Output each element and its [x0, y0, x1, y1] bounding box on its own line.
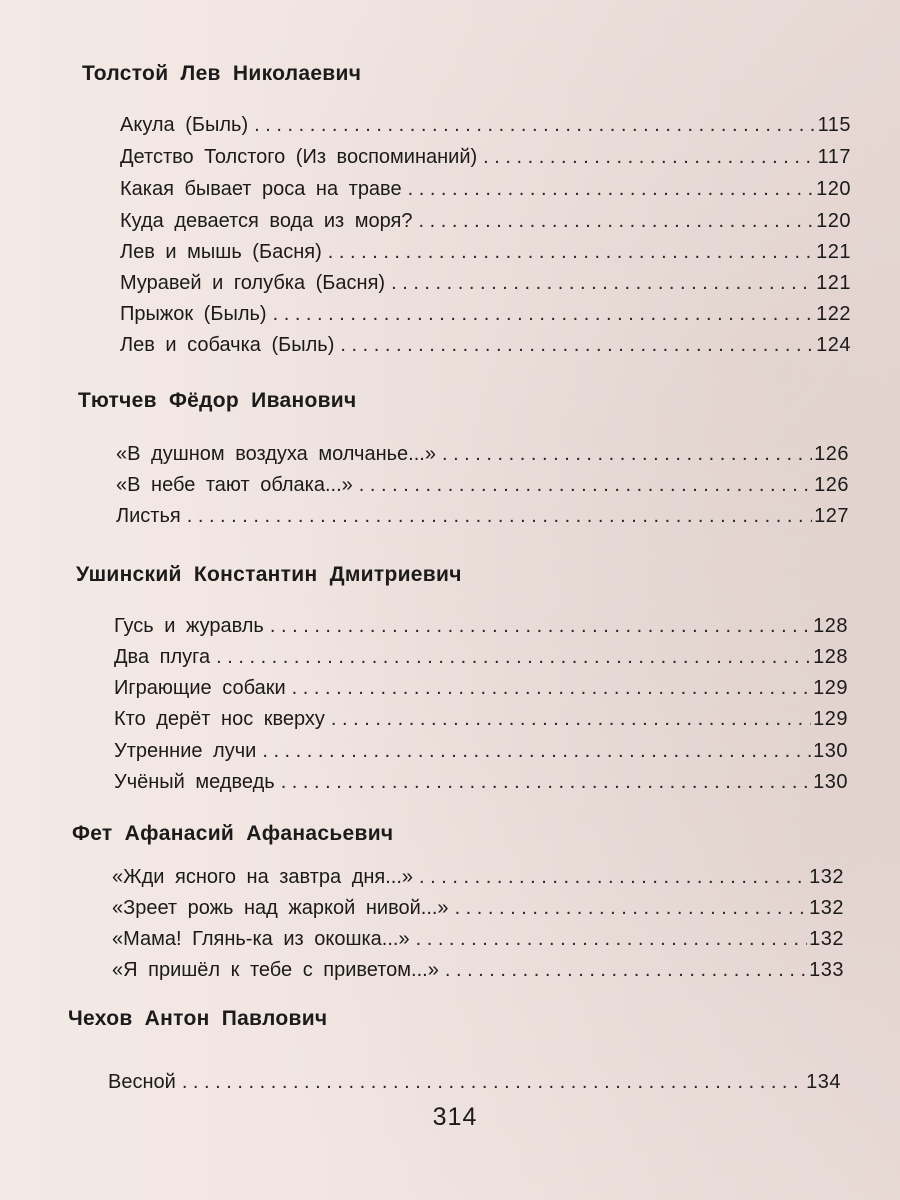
entry-title: Играющие собаки: [114, 677, 286, 699]
dot-leader: [442, 443, 812, 466]
entry-page-number: 132: [809, 897, 844, 919]
toc-entry: [114, 677, 848, 700]
toc-entry: [120, 178, 851, 201]
dot-leader: [359, 474, 812, 497]
entry-page-number: 130: [813, 740, 848, 762]
author-heading: Толстой Лев Николаевич: [82, 62, 362, 85]
toc-entry: [114, 615, 848, 638]
entry-page-number: 130: [813, 771, 848, 793]
dot-leader: [391, 272, 814, 295]
dot-leader: [262, 740, 811, 763]
author-heading: Ушинский Константин Дмитриевич: [76, 563, 462, 586]
entry-page-number: 132: [809, 866, 844, 888]
entry-title: Листья: [116, 505, 181, 527]
toc-entry: [120, 146, 851, 169]
entry-page-number: 129: [813, 677, 848, 699]
dot-leader: [328, 241, 814, 264]
toc-entry: [116, 505, 849, 528]
dot-leader: [483, 146, 815, 169]
author-heading: Чехов Антон Павлович: [68, 1007, 328, 1030]
dot-leader: [340, 334, 814, 357]
entry-page-number: 134: [806, 1071, 841, 1093]
entry-title: «Жди ясного на завтра дня...»: [112, 866, 414, 888]
entry-page-number: 132: [809, 928, 844, 950]
entry-title: «В душном воздуха молчанье...»: [116, 443, 436, 465]
entry-title: Весной: [108, 1071, 176, 1093]
dot-leader: [455, 897, 808, 920]
entry-title: Гусь и журавль: [114, 615, 264, 637]
toc-entry: [112, 959, 844, 982]
toc-entry: [120, 334, 851, 357]
entry-page-number: 133: [809, 959, 844, 981]
toc-entry: [112, 928, 844, 951]
entry-page-number: 129: [813, 708, 848, 730]
entry-page-number: 117: [817, 146, 851, 168]
dot-leader: [331, 708, 811, 731]
entry-title: «Зреет рожь над жаркой нивой...»: [112, 897, 449, 919]
entry-title: Акула (Быль): [120, 114, 249, 136]
entry-title: Утренние лучи: [114, 740, 257, 762]
entry-title: Лев и мышь (Басня): [120, 241, 322, 263]
entry-title: Кто дерёт нос кверху: [114, 708, 325, 730]
toc-entry: [120, 241, 851, 264]
entry-title: «Мама! Глянь-ка из окошка...»: [112, 928, 410, 950]
dot-leader: [445, 959, 807, 982]
entry-title: Лев и собачка (Быль): [120, 334, 335, 356]
entry-page-number: 121: [816, 241, 851, 263]
dot-leader: [182, 1071, 804, 1094]
dot-leader: [281, 771, 811, 794]
dot-leader: [270, 615, 811, 638]
entry-title: «Я пришёл к тебе с приветом...»: [112, 959, 439, 981]
toc-entry: [116, 443, 849, 466]
dot-leader: [273, 303, 815, 326]
entry-page-number: 122: [816, 303, 851, 325]
entry-title: Детство Толстого (Из воспоминаний): [120, 146, 478, 168]
entry-page-number: 126: [814, 443, 849, 465]
dot-leader: [416, 928, 808, 951]
author-heading: Фет Афанасий Афанасьевич: [72, 822, 394, 845]
entry-page-number: 128: [813, 646, 848, 668]
entry-page-number: 128: [813, 615, 848, 637]
toc-entry: [114, 771, 848, 794]
entry-title: Какая бывает роса на траве: [120, 178, 402, 200]
toc-entry: [120, 303, 851, 326]
entry-page-number: 120: [816, 210, 851, 232]
entry-title: Прыжок (Быль): [120, 303, 267, 325]
entry-title: «В небе тают облака...»: [116, 474, 353, 496]
entry-page-number: 124: [816, 334, 851, 356]
entry-page-number: 126: [814, 474, 849, 496]
dot-leader: [419, 866, 807, 889]
toc-entry: [114, 708, 848, 731]
author-heading: Тютчев Фёдор Иванович: [78, 389, 357, 412]
toc-entry: [108, 1071, 841, 1094]
entry-page-number: 121: [816, 272, 851, 294]
entry-page-number: 127: [814, 505, 849, 527]
dot-leader: [292, 677, 812, 700]
entry-title: Куда девается вода из моря?: [120, 210, 413, 232]
toc-entry: [120, 210, 851, 233]
dot-leader: [254, 114, 815, 137]
toc-entry: [112, 897, 844, 920]
toc-entry: [114, 740, 848, 763]
entry-title: Учёный медведь: [114, 771, 275, 793]
toc-entry: [120, 272, 851, 295]
dot-leader: [408, 178, 815, 201]
page-number: 314: [432, 1103, 478, 1131]
entry-page-number: 115: [817, 114, 851, 136]
dot-leader: [216, 646, 811, 669]
toc-entry: [120, 114, 851, 137]
toc-entry: [114, 646, 848, 669]
entry-title: Муравей и голубка (Басня): [120, 272, 386, 294]
dot-leader: [187, 505, 812, 528]
dot-leader: [419, 210, 815, 233]
toc-entry: [116, 474, 849, 497]
entry-page-number: 120: [816, 178, 851, 200]
entry-title: Два плуга: [114, 646, 211, 668]
toc-entry: [112, 866, 844, 889]
